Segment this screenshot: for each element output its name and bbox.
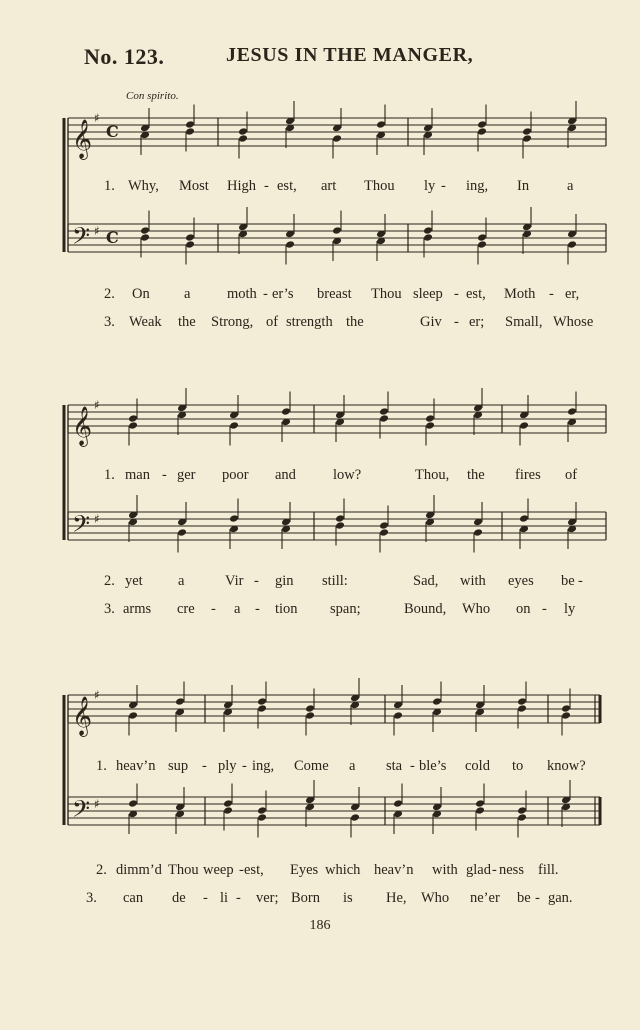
lyric-syllable: art bbox=[321, 178, 337, 194]
treble-clef: 𝄞 bbox=[72, 119, 93, 159]
lyric-syllable: a bbox=[184, 286, 191, 302]
lyric-syllable: Bound, bbox=[404, 601, 447, 617]
lyric-syllable: High bbox=[227, 178, 256, 194]
lyric-syllable: low? bbox=[333, 467, 362, 483]
lyric-syllable: Most bbox=[179, 178, 209, 194]
lyric-syllable: a bbox=[567, 178, 574, 194]
lyric-syllable: - bbox=[410, 758, 415, 774]
time-signature: C bbox=[106, 228, 119, 247]
lyric-syllable: - bbox=[264, 178, 269, 194]
tempo-marking: Con spirito. bbox=[126, 90, 179, 102]
lyric-syllable: cre bbox=[177, 601, 195, 617]
lyric-syllable: 3. bbox=[104, 601, 115, 617]
system-3-verse-1 bbox=[0, 758, 640, 780]
lyric-syllable: a bbox=[349, 758, 356, 774]
treble-clef: 𝄞 bbox=[72, 406, 93, 446]
lyric-syllable: tion bbox=[275, 601, 298, 617]
lyric-syllable: Come bbox=[294, 758, 329, 774]
lyric-syllable: Who bbox=[421, 890, 450, 906]
lyric-syllable: sup bbox=[168, 758, 189, 774]
lyric-syllable: 1. bbox=[104, 467, 115, 483]
lyric-syllable: - bbox=[211, 601, 216, 617]
lyric-syllable: In bbox=[517, 178, 530, 194]
lyric-syllable: Thou bbox=[371, 286, 402, 302]
system-1-verse-3 bbox=[0, 314, 640, 336]
lyric-syllable: Who bbox=[462, 601, 491, 617]
lyric-syllable: a bbox=[234, 601, 241, 617]
lyric-syllable: 2. bbox=[96, 862, 107, 878]
lyric-syllable: Weak bbox=[129, 314, 162, 330]
lyric-syllable: to bbox=[512, 758, 524, 774]
lyric-syllable: poor bbox=[222, 467, 249, 483]
lyric-syllable: er’s bbox=[272, 286, 294, 302]
system-1-verse-2 bbox=[0, 286, 640, 308]
lyric-syllable: 1. bbox=[96, 758, 107, 774]
lyric-syllable: er, bbox=[565, 286, 580, 302]
lyric-syllable: arms bbox=[123, 601, 152, 617]
lyric-syllable: - bbox=[236, 890, 241, 906]
lyric-syllable: can bbox=[123, 890, 144, 906]
lyric-syllable: the bbox=[467, 467, 485, 483]
lyric-syllable: Sad, bbox=[413, 573, 439, 589]
lyric-syllable: Small, bbox=[505, 314, 543, 330]
lyric-syllable: Eyes bbox=[290, 862, 319, 878]
lyric-syllable: heav’n bbox=[116, 758, 156, 774]
lyric-syllable: be bbox=[517, 890, 531, 906]
lyric-syllable: of bbox=[266, 314, 279, 330]
lyric-syllable: gin bbox=[275, 573, 294, 589]
lyric-syllable: He, bbox=[386, 890, 407, 906]
lyric-syllable: Strong, bbox=[211, 314, 254, 330]
lyric-syllable: eyes bbox=[508, 573, 534, 589]
system-3-verse-3 bbox=[0, 890, 640, 912]
lyric-syllable: ne’er bbox=[470, 890, 500, 906]
lyric-syllable: 3. bbox=[104, 314, 115, 330]
lyric-syllable: cold bbox=[465, 758, 490, 774]
lyric-syllable: - bbox=[203, 890, 208, 906]
bass-clef: 𝄢 bbox=[72, 795, 91, 828]
system-3-verse-2 bbox=[0, 862, 640, 884]
lyric-syllable: ing, bbox=[252, 758, 275, 774]
lyric-syllable: which bbox=[325, 862, 361, 878]
lyric-syllable: yet bbox=[125, 573, 143, 589]
hymn-title: JESUS IN THE MANGER, bbox=[226, 44, 474, 66]
lyric-syllable: man bbox=[125, 467, 150, 483]
lyric-syllable: dimm’d bbox=[116, 862, 162, 878]
lyric-syllable: - bbox=[441, 178, 446, 194]
lyric-syllable: est, bbox=[277, 178, 297, 194]
lyric-syllable: - bbox=[454, 314, 459, 330]
hymn-number: No. 123. bbox=[84, 44, 165, 69]
bass-clef: 𝄢 bbox=[72, 222, 91, 255]
lyric-syllable: ly bbox=[424, 178, 436, 194]
lyric-syllable: - bbox=[549, 286, 554, 302]
lyric-syllable: - bbox=[542, 601, 547, 617]
lyric-syllable: glad bbox=[466, 862, 491, 878]
lyric-syllable: - bbox=[254, 573, 259, 589]
lyric-syllable: ver; bbox=[256, 890, 279, 906]
lyric-syllable: li bbox=[220, 890, 229, 906]
lyric-syllable: the bbox=[346, 314, 364, 330]
lyric-syllable: Whose bbox=[553, 314, 594, 330]
lyric-syllable: sleep bbox=[413, 286, 443, 302]
lyric-syllable: est, bbox=[244, 862, 264, 878]
lyric-syllable: est, bbox=[466, 286, 486, 302]
system-1-verse-1 bbox=[0, 178, 640, 200]
lyric-syllable: span; bbox=[330, 601, 361, 617]
system-2-verse-3 bbox=[0, 601, 640, 623]
lyric-syllable: 2. bbox=[104, 286, 115, 302]
lyric-syllable: fill. bbox=[538, 862, 559, 878]
lyric-syllable: sta bbox=[386, 758, 403, 774]
lyric-syllable: 2. bbox=[104, 573, 115, 589]
lyric-syllable: - bbox=[263, 286, 268, 302]
lyric-syllable: - bbox=[202, 758, 207, 774]
lyric-syllable: with bbox=[432, 862, 458, 878]
lyric-syllable: heav’n bbox=[374, 862, 414, 878]
lyric-syllable: - bbox=[492, 862, 497, 878]
lyric-syllable: of bbox=[565, 467, 578, 483]
lyric-syllable: ly bbox=[564, 601, 576, 617]
key-signature-sharp: ♯ bbox=[94, 797, 100, 811]
lyric-syllable: Thou bbox=[168, 862, 199, 878]
lyric-syllable: know? bbox=[547, 758, 586, 774]
lyric-syllable: - bbox=[255, 601, 260, 617]
lyric-syllable: breast bbox=[317, 286, 352, 302]
lyric-syllable: 1. bbox=[104, 178, 115, 194]
lyric-syllable: and bbox=[275, 467, 296, 483]
lyric-syllable: with bbox=[460, 573, 486, 589]
lyric-syllable: ness bbox=[499, 862, 524, 878]
time-signature: C bbox=[106, 122, 119, 141]
lyric-syllable: - bbox=[578, 573, 583, 589]
lyric-syllable: - bbox=[239, 862, 244, 878]
key-signature-sharp: ♯ bbox=[94, 111, 100, 125]
lyric-syllable: ger bbox=[177, 467, 196, 483]
lyric-syllable: Born bbox=[291, 890, 320, 906]
key-signature-sharp: ♯ bbox=[94, 224, 100, 238]
treble-clef: 𝄞 bbox=[72, 696, 93, 736]
system-2-verse-2 bbox=[0, 573, 640, 595]
lyric-syllable: - bbox=[162, 467, 167, 483]
lyric-syllable: ply bbox=[218, 758, 237, 774]
lyric-syllable: the bbox=[178, 314, 196, 330]
lyric-syllable: Why, bbox=[128, 178, 159, 194]
page-number: 186 bbox=[309, 918, 331, 933]
lyric-syllable: de bbox=[172, 890, 186, 906]
lyric-syllable: fires bbox=[515, 467, 541, 483]
lyric-syllable: er; bbox=[469, 314, 485, 330]
lyric-syllable: - bbox=[454, 286, 459, 302]
lyric-syllable: ing, bbox=[466, 178, 489, 194]
key-signature-sharp: ♯ bbox=[94, 512, 100, 526]
lyric-syllable: be bbox=[561, 573, 575, 589]
lyric-syllable: ble’s bbox=[419, 758, 447, 774]
lyric-syllable: is bbox=[343, 890, 353, 906]
key-signature-sharp: ♯ bbox=[94, 398, 100, 412]
lyric-syllable: weep bbox=[203, 862, 234, 878]
lyric-syllable: a bbox=[178, 573, 185, 589]
key-signature-sharp: ♯ bbox=[94, 688, 100, 702]
bass-clef: 𝄢 bbox=[72, 510, 91, 543]
lyric-syllable: On bbox=[132, 286, 150, 302]
lyric-syllable: Giv bbox=[420, 314, 442, 330]
lyric-syllable: moth bbox=[227, 286, 257, 302]
lyric-syllable: still: bbox=[322, 573, 348, 589]
lyric-syllable: - bbox=[535, 890, 540, 906]
lyric-syllable: - bbox=[242, 758, 247, 774]
lyric-syllable: Moth bbox=[504, 286, 536, 302]
lyric-syllable: Vir bbox=[225, 573, 244, 589]
lyric-syllable: 3. bbox=[86, 890, 97, 906]
lyric-syllable: on bbox=[516, 601, 531, 617]
lyric-syllable: gan. bbox=[548, 890, 573, 906]
lyric-syllable: Thou bbox=[364, 178, 395, 194]
system-2-verse-1 bbox=[0, 467, 640, 489]
lyric-syllable: strength bbox=[286, 314, 333, 330]
lyric-syllable: Thou, bbox=[415, 467, 450, 483]
